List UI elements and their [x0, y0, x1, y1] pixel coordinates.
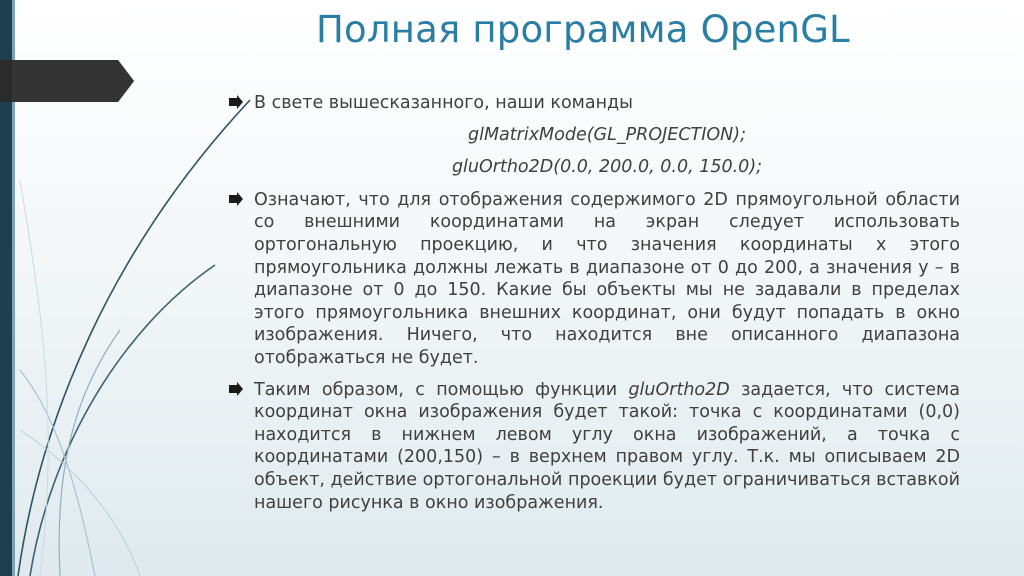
- bullet-item-1: [228, 92, 960, 115]
- bullet-item-2: [228, 189, 960, 370]
- slide-title: Полная программа OpenGL: [316, 8, 850, 51]
- bullet-text-3-post: задается, что система координат окна изображения будет такой: точка с координатами (0,0) находится в нижнем левом углу окна изображений, а точка с координатами (200,150) – в верхнем правом углу. Т.к. мы описываем 2D объект, действие ортогональной проекции будет ограничиваться вставкой нашего рисунка в окно изображения.: [254, 379, 960, 513]
- arrow-banner-icon: [0, 0, 140, 110]
- bullet-item-3: [228, 379, 960, 515]
- code-line-1: glMatrixMode(GL_PROJECTION);: [467, 124, 746, 145]
- slide-content: [228, 92, 960, 523]
- bullet-arrow-icon: [228, 190, 244, 208]
- bullet-text-3-pre: Таким образом, с помощью функции: [254, 379, 629, 400]
- code-line-2: gluOrtho2D(0.0, 200.0, 0.0, 150.0);: [451, 157, 763, 178]
- bullet-text-1: В свете вышесказанного, наши команды: [254, 93, 633, 113]
- bullet-text-2: Означают, что для отображения содержимого 2D прямоугольной области со внешними координатами на экран следует использовать ортогональную проекцию, и что значения координаты x этого прямоугольника должны лежать в диапазоне от 0 до 200, а значения y – в диапазоне от 0 до 150. Какие бы объекты мы не задавали в пределах этого прямоугольника внешних координат, они будут попадать в окно изображения. Ничего, что находится вне описанного диапазона отображаться не будет.: [254, 189, 960, 368]
- bullet-arrow-icon: [228, 93, 244, 111]
- bullet-arrow-icon: [228, 380, 244, 398]
- function-name: gluOrtho2D: [628, 379, 730, 400]
- bullet-text-3: [254, 379, 960, 515]
